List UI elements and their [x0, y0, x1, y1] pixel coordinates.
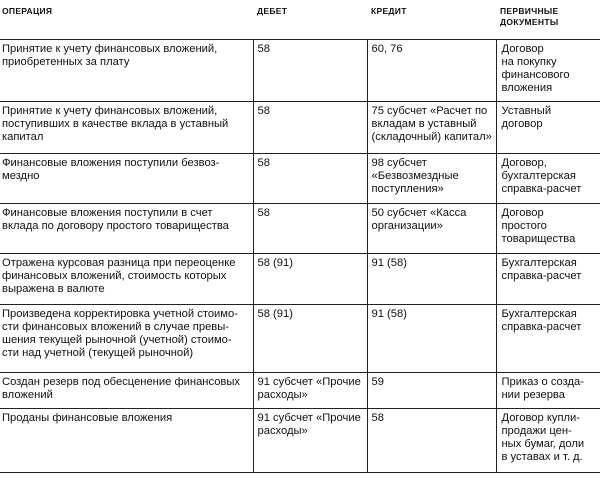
credit-cell: 75 субсчет «Расчет по вкладам в уставный (складочный) капитал» [367, 102, 496, 154]
header-credit: КРЕДИТ [371, 6, 407, 16]
documents-cell: Договор, бухгалтерская справка-расчет [496, 154, 600, 204]
table-row [0, 373, 600, 409]
credit-cell: 50 субсчет «Касса организации» [367, 204, 496, 254]
table-row [0, 409, 600, 473]
documents-cell: Бухгалтерская справка-расчет [496, 254, 600, 305]
documents-cell: Договор купли- продажи цен- ных бумаг, доли в уставах и т. д. [496, 409, 600, 473]
credit-cell: 60, 76 [367, 40, 496, 102]
table-row [0, 154, 600, 204]
credit-cell: 59 [367, 373, 496, 409]
operation-cell: Произведена корректировка учетной стоимо- сти финансовых вложений в случае превы- шения текущей рыночной (учетной) стоимо- сти над учетной (текущей рыночной) [0, 305, 253, 373]
operation-cell: Создан резерв под обесценение финансовых вложений [0, 373, 253, 409]
credit-cell: 91 (58) [367, 305, 496, 373]
documents-cell: Договор простого товарищества [496, 204, 600, 254]
documents-cell: Бухгалтерская справка-расчет [496, 305, 600, 373]
table-row [0, 102, 600, 154]
operation-cell: Проданы финансовые вложения [0, 409, 253, 473]
debit-cell: 58 [253, 40, 367, 102]
operation-cell: Принятие к учету финансовых вложений, приобретенных за плату [0, 40, 253, 102]
operation-cell: Финансовые вложения поступили безвоз- мездно [0, 154, 253, 204]
operation-cell: Финансовые вложения поступили в счет вклада по договору простого товарищества [0, 204, 253, 254]
debit-cell: 58 [253, 102, 367, 154]
header-debit: ДЕБЕТ [257, 6, 288, 16]
debit-cell: 58 (91) [253, 254, 367, 305]
debit-cell: 58 (91) [253, 305, 367, 373]
table-row [0, 305, 600, 373]
debit-cell: 58 [253, 204, 367, 254]
debit-cell: 91 субсчет «Прочие расходы» [253, 409, 367, 473]
operation-cell: Принятие к учету финансовых вложений, поступивших в качестве вклада в уставный капитал [0, 102, 253, 154]
header-operation: ОПЕРАЦИЯ [2, 6, 53, 16]
header-documents: ПЕРВИЧНЫЕ ДОКУМЕНТЫ [500, 6, 559, 27]
credit-cell: 98 субсчет «Безвозмездные поступления» [367, 154, 496, 204]
credit-cell: 91 (58) [367, 254, 496, 305]
operation-cell: Отражена курсовая разница при переоценке финансовых вложений, стоимость которых выражена в валюте [0, 254, 253, 305]
table-row [0, 204, 600, 254]
documents-cell: Уставный договор [496, 102, 600, 154]
table-row [0, 254, 600, 305]
debit-cell: 58 [253, 154, 367, 204]
documents-cell: Договор на покупку финансового вложения [496, 40, 600, 102]
debit-cell: 91 субсчет «Прочие расходы» [253, 373, 367, 409]
table-header-row [0, 0, 600, 40]
credit-cell: 58 [367, 409, 496, 473]
documents-cell: Приказ о созда- нии резерва [496, 373, 600, 409]
table-row [0, 40, 600, 102]
